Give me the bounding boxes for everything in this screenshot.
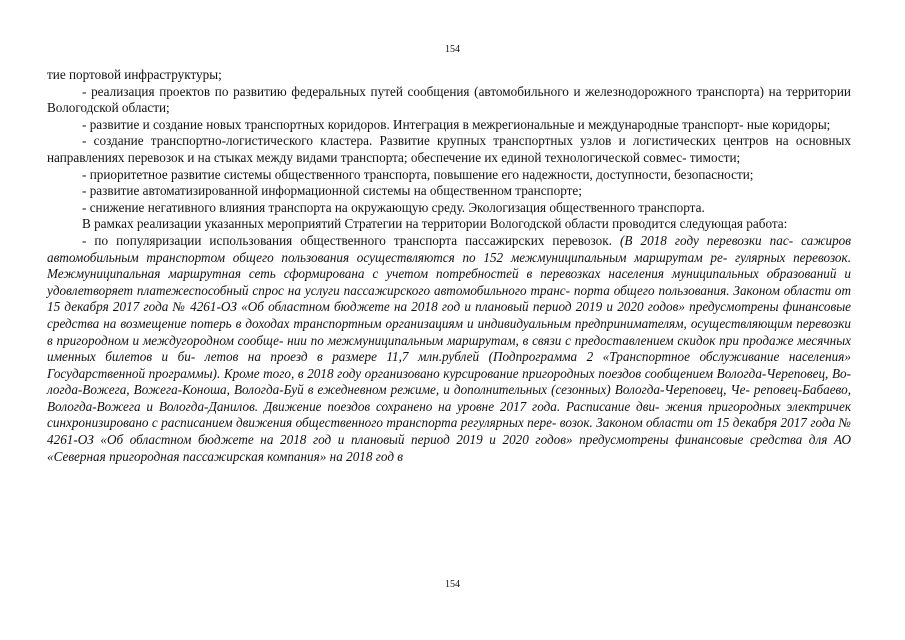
list-item: - развитие и создание новых транспортных коридоров. Интеграция в межрегиональные и международные транспорт- ные коридоры; bbox=[82, 116, 831, 132]
paragraph-continuation: тие портовой инфраструктуры; bbox=[47, 67, 222, 82]
list-item: - развитие автоматизированной информационной системы на общественном транспорте; bbox=[82, 183, 582, 199]
paragraph-italic-details: (В 2018 году перевозки пас- сажиров автомобильным транспортом общего пользования осуществляются по 152 межмуниципальным маршрутам ре- гулярных перевозок. Межмуниципальная маршрутная сеть сформирована с учетом потребностей в перевозках населения муниципальных образований и удовлетворяет платежеспособный спрос на услуги пассажирского автомобильного транс- порта общего пользования. Законом области от 15 декабря 2017 года № 4261-ОЗ «Об областном бюджете на 2018 год и плановый период 2019 и 2020 годов» предусмотрены финансовые средства на возмещение потерь в доходах транспортным организациям и индивидуальным предпринимателям, осуществляющим перевозки в пригородном и междугородном сообще- нии по межмуниципальным маршрутам, в связи с предоставлением скидок при продаже месячных именных билетов и би- летов на проезд в размере 11,7 млн.рублей (Подпрограмма 2 «Транспортное обслуживание населения» Государственной программы). Кроме того, в 2018 году организовано курсирование пригородных поездов сообщением Вологда-Череповец, Во- логда-Вожега, Вожега-Коноша, Вологда-Буй в ежедневном режиме, и дополнительных (сезонных) Вологда-Череповец, Че- реповец-Бабаево, Вологда-Вожега и Вологда-Данилов. Движение поездов сохранено на уровне 2017 года. Расписание дви- жения пригородных электричек синхронизировано с расписанием движения общественного транспорта регулярных пере- возок. Законом области от 15 декабря 2017 года № 4261-ОЗ «Об областном бюджете на 2018 год и плановый период 2019 и 2020 годов» предусмотрены финансовые средства для АО «Северная пригородная пассажирская компания» на 2018 год в bbox=[47, 232, 852, 464]
document-body bbox=[47, 67, 851, 465]
list-item: - создание транспортно-логистического кластера. Развитие крупных транспортных узлов и логистических центров на основных направлениях перевозок и на стыках между видами транспорта; обеспечение их единой технологической совмес- тимости; bbox=[47, 133, 851, 165]
list-item: - реализация проектов по развитию федеральных путей сообщения (автомобильного и железнодорожного транспорта) на территории Вологодской области; bbox=[47, 83, 851, 116]
paragraph-lead: - по популяризации использования общественного транспорта пассажирских перевозок. bbox=[82, 232, 612, 248]
intro-paragraph: В рамках реализации указанных мероприятий Стратегии на территории Вологодской области проводится следующая работа: bbox=[82, 216, 788, 232]
popularization-paragraph bbox=[47, 233, 851, 465]
page-number-top: 154 bbox=[445, 44, 460, 55]
list-item: - снижение негативного влияния транспорта на окружающую среду. Экологизация общественного транспорта. bbox=[82, 199, 705, 215]
list-item: - приоритетное развитие системы общественного транспорта, повышение его надежности, доступности, безопасности; bbox=[82, 166, 754, 182]
page-number-bottom: 154 bbox=[445, 579, 460, 590]
